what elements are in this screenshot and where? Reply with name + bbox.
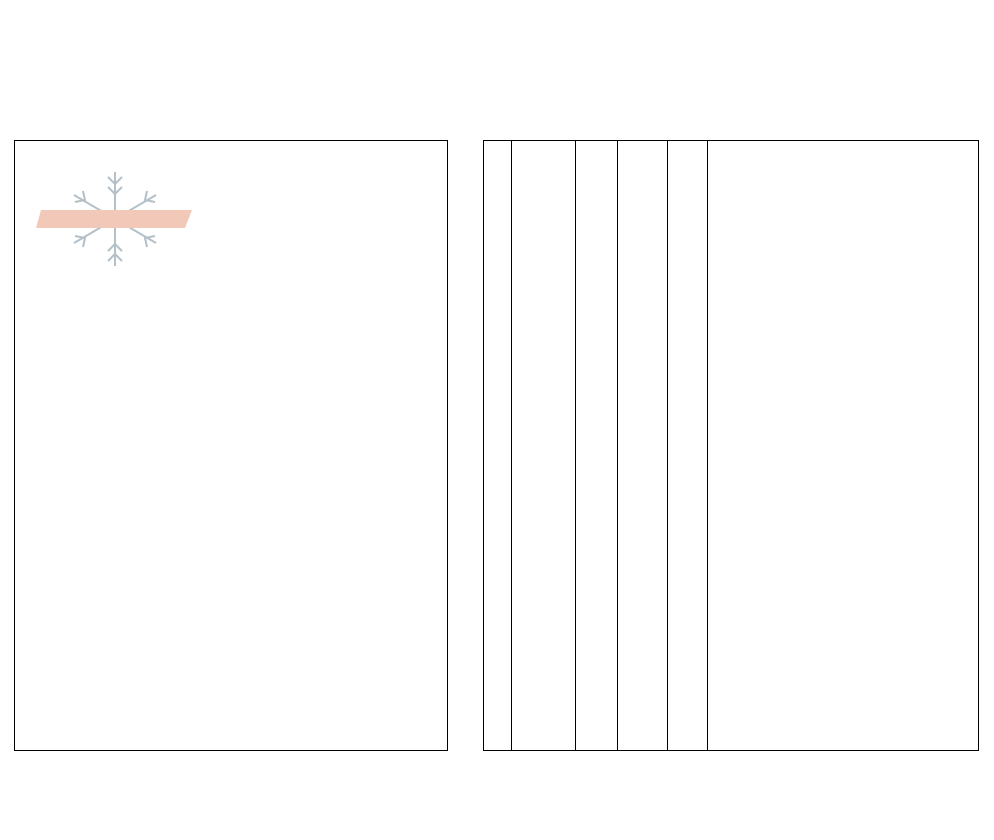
snowpilot-logo — [36, 172, 192, 266]
hardness-panel — [15, 141, 448, 751]
logo-banner — [36, 210, 192, 228]
layer-table — [484, 141, 979, 751]
